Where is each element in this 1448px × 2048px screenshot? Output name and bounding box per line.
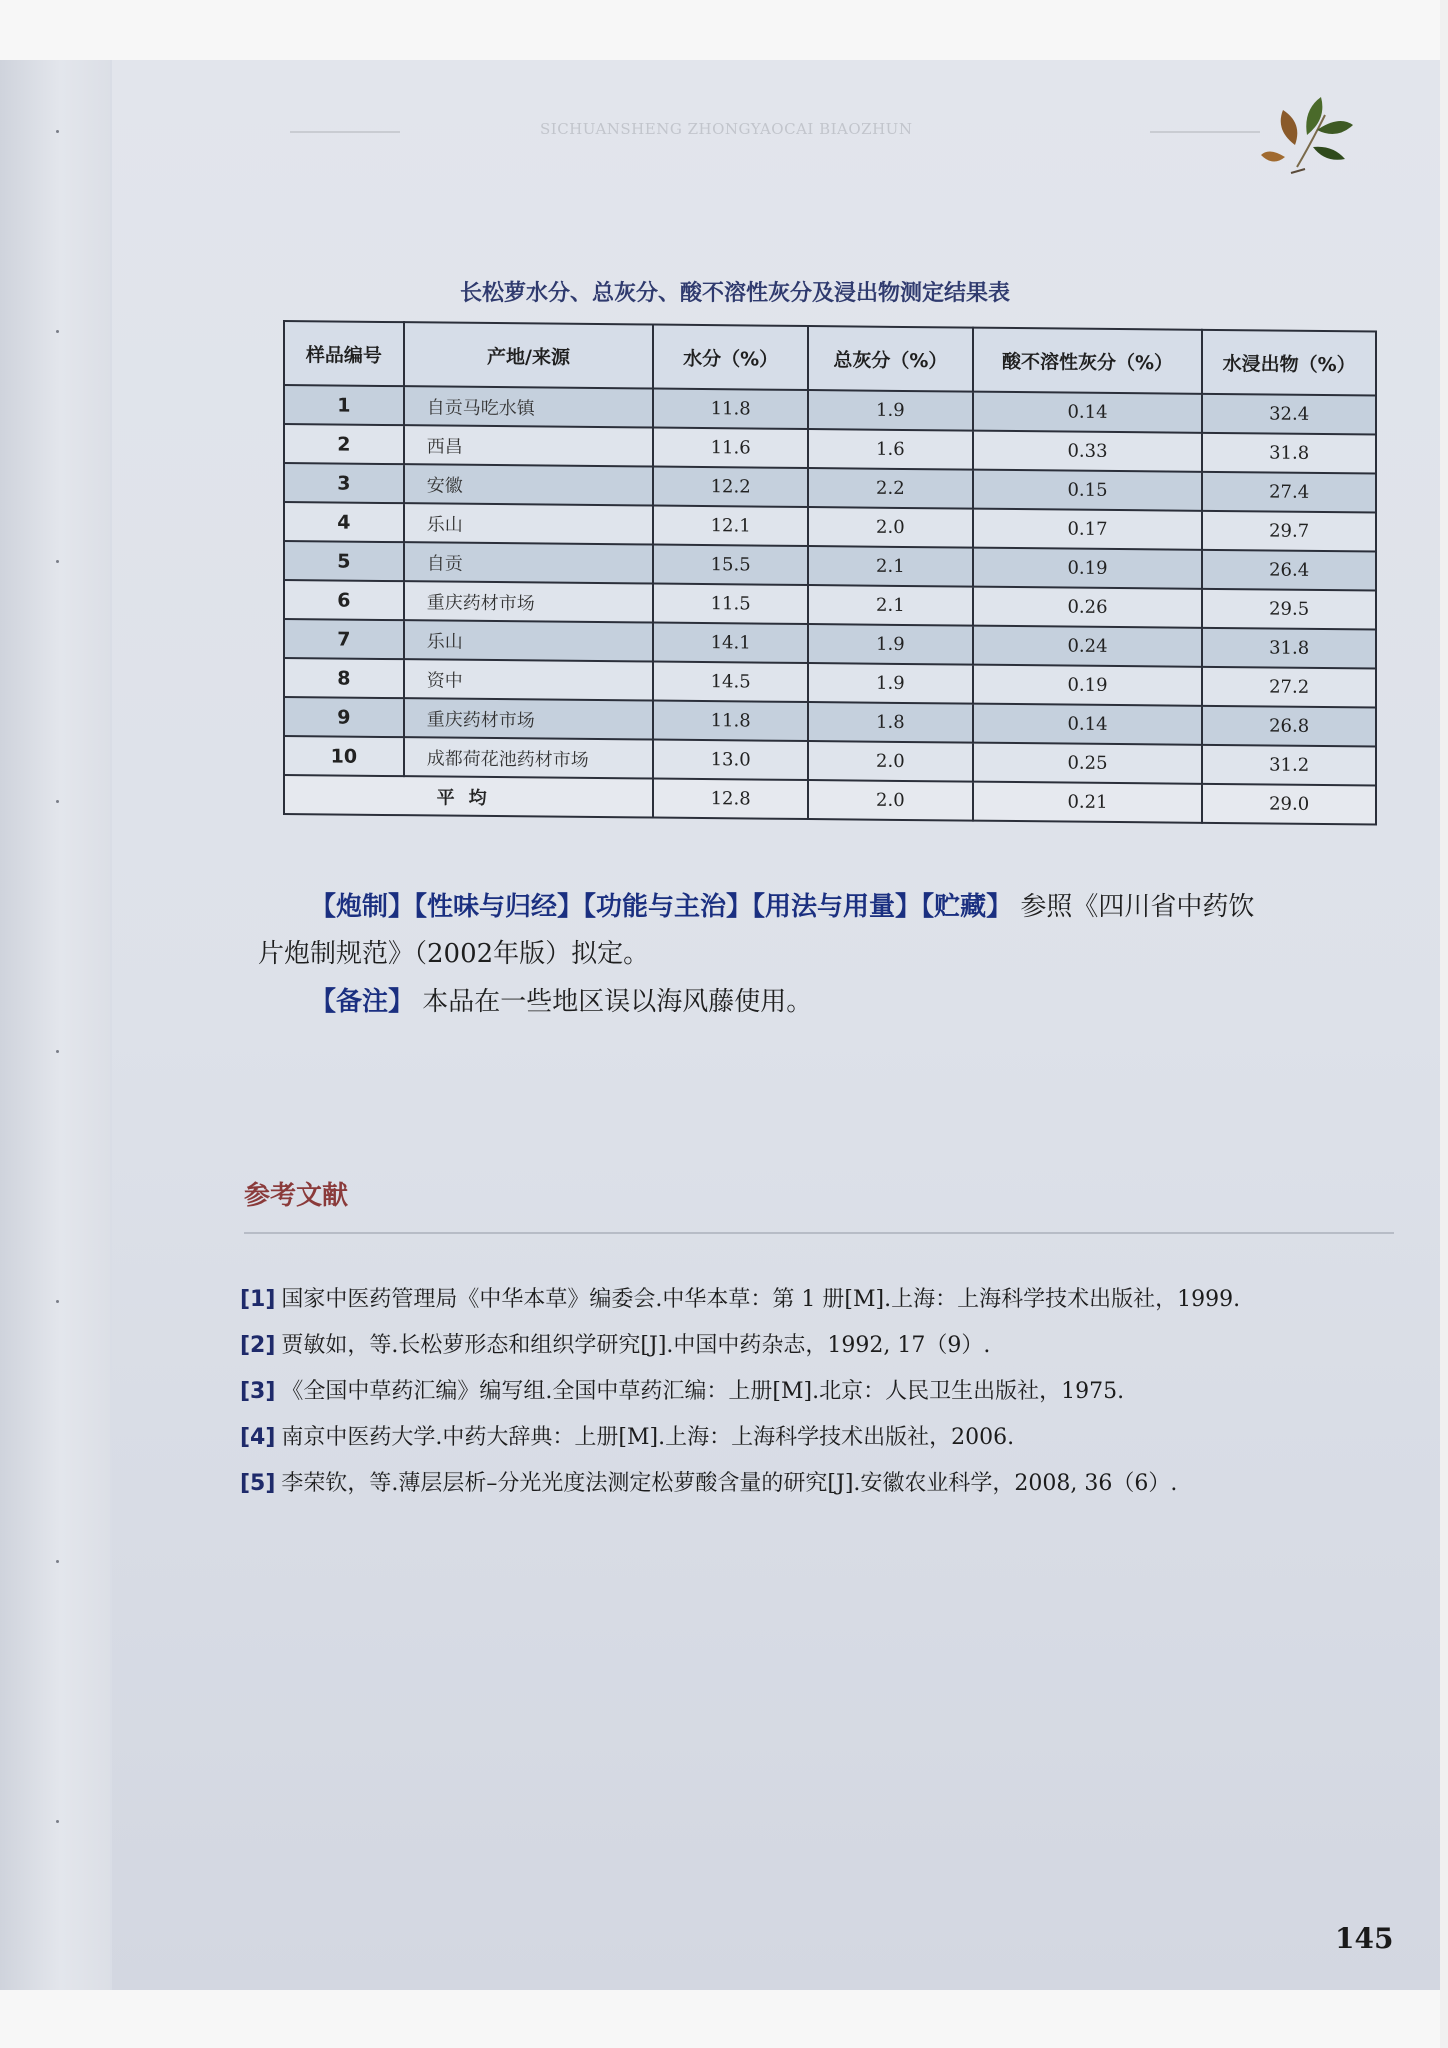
cell-no: 2 xyxy=(284,424,404,464)
cell-extract: 27.4 xyxy=(1202,472,1376,513)
cell-water: 11.8 xyxy=(653,701,808,741)
leaf-icon xyxy=(1255,85,1365,185)
references-heading: 参考文献 xyxy=(244,1181,349,1211)
cell-origin: 乐山 xyxy=(404,503,653,544)
cell-origin: 重庆药材市场 xyxy=(404,698,653,739)
cell-no: 9 xyxy=(284,697,404,737)
cell-acid-ash: 0.19 xyxy=(973,665,1203,706)
page-number: 145 xyxy=(1335,1922,1394,1955)
cell-water: 13.0 xyxy=(653,740,808,780)
col-origin: 产地/来源 xyxy=(404,322,653,388)
reference-text: 《全国中草药汇编》编写组.全国中草药汇编：上册[M].北京：人民卫生出版社，1975. xyxy=(281,1379,1125,1404)
cell-ash: 1.8 xyxy=(808,702,973,743)
cell-extract: 32.4 xyxy=(1202,394,1376,435)
col-water: 水分（%） xyxy=(653,325,808,390)
cell-origin: 自贡马吃水镇 xyxy=(404,386,653,427)
binding-stitch xyxy=(56,130,59,133)
cell-extract: 29.5 xyxy=(1202,589,1376,630)
book-spine xyxy=(0,60,110,1990)
cell-ash: 1.9 xyxy=(808,390,973,431)
cell-origin: 资中 xyxy=(404,659,653,700)
cell-acid-ash: 0.26 xyxy=(973,587,1203,628)
header-rule-left xyxy=(290,131,400,133)
table-header-row xyxy=(284,321,1376,395)
processing-paragraph-line1 xyxy=(310,885,1254,929)
processing-paragraph-line2 xyxy=(258,932,649,976)
cell-extract: 29.0 xyxy=(1202,784,1376,825)
reference-number: [4] xyxy=(240,1425,276,1450)
tag-nature-meridian: 【性味与归经】 xyxy=(414,892,584,922)
cell-water: 14.1 xyxy=(653,623,808,663)
binding-stitch xyxy=(56,1050,59,1053)
cell-origin: 安徽 xyxy=(404,464,653,505)
right-margin xyxy=(1440,0,1448,2048)
col-water-extract: 水浸出物（%） xyxy=(1202,330,1376,396)
binding-stitch xyxy=(56,1560,59,1563)
cell-acid-ash: 0.24 xyxy=(973,626,1203,667)
reference-text: 国家中医药管理局《中华本草》编委会.中华本草：第 1 册[M].上海：上海科学技术出版社，1999. xyxy=(281,1287,1241,1312)
table-title: 长松萝水分、总灰分、酸不溶性灰分及浸出物测定结果表 xyxy=(460,280,1011,306)
cell-no: 8 xyxy=(284,658,404,698)
binding-stitch xyxy=(56,1820,59,1823)
cell-no: 6 xyxy=(284,580,404,620)
bottom-margin xyxy=(0,1990,1448,2048)
reference-item xyxy=(240,1374,1124,1405)
cell-water: 12.1 xyxy=(653,506,808,546)
binding-stitch xyxy=(56,330,59,333)
remark-text: 本品在一些地区误以海风藤使用。 xyxy=(422,987,813,1017)
references-rule xyxy=(244,1232,1394,1234)
col-acid-insoluble-ash: 酸不溶性灰分（%） xyxy=(973,328,1203,394)
cell-no: 4 xyxy=(284,502,404,542)
cell-acid-ash: 0.14 xyxy=(973,392,1203,433)
reference-number: [1] xyxy=(240,1287,276,1312)
cell-extract: 27.2 xyxy=(1202,667,1376,708)
cell-origin: 乐山 xyxy=(404,620,653,661)
cell-acid-ash: 0.17 xyxy=(973,509,1203,550)
cell-water: 14.5 xyxy=(653,662,808,702)
cell-acid-ash: 0.21 xyxy=(973,782,1203,823)
cell-average-label: 平均 xyxy=(284,775,653,818)
cell-no: 7 xyxy=(284,619,404,659)
reference-number: [5] xyxy=(240,1471,276,1496)
cell-ash: 2.1 xyxy=(808,585,973,626)
reference-text: 李荣钦，等.薄层层析–分光光度法测定松萝酸含量的研究[J].安徽农业科学，2008, 36（6）. xyxy=(281,1471,1178,1496)
binding-stitch xyxy=(56,1300,59,1303)
reference-number: [2] xyxy=(240,1333,276,1358)
cell-no: 10 xyxy=(284,736,404,776)
reference-item xyxy=(240,1282,1240,1313)
cell-acid-ash: 0.19 xyxy=(973,548,1203,589)
cell-water: 11.5 xyxy=(653,584,808,624)
cell-water: 12.2 xyxy=(653,467,808,507)
cell-ash: 2.2 xyxy=(808,468,973,509)
cell-no: 3 xyxy=(284,463,404,503)
cell-origin: 西昌 xyxy=(404,425,653,466)
cell-ash: 2.1 xyxy=(808,546,973,587)
cell-water: 15.5 xyxy=(653,545,808,585)
cell-water: 12.8 xyxy=(653,779,808,819)
tag-storage: 【贮藏】 xyxy=(921,892,1013,922)
reference-item xyxy=(240,1420,1014,1451)
results-table xyxy=(283,320,1377,826)
cell-ash: 2.0 xyxy=(808,741,973,782)
cell-extract: 26.8 xyxy=(1202,706,1376,747)
cell-extract: 26.4 xyxy=(1202,550,1376,591)
cell-acid-ash: 0.33 xyxy=(973,431,1203,472)
cell-origin: 重庆药材市场 xyxy=(404,581,653,622)
reference-number: [3] xyxy=(240,1379,276,1404)
cell-extract: 29.7 xyxy=(1202,511,1376,552)
cell-extract: 31.8 xyxy=(1202,433,1376,474)
tag-function-indication: 【功能与主治】 xyxy=(583,892,753,922)
cell-extract: 31.8 xyxy=(1202,628,1376,669)
cell-ash: 1.9 xyxy=(808,663,973,704)
binding-stitch xyxy=(56,800,59,803)
tag-usage-dosage: 【用法与用量】 xyxy=(752,892,922,922)
reference-text: 贾敏如，等.长松萝形态和组织学研究[J].中国中药杂志，1992, 17（9）. xyxy=(281,1333,991,1358)
running-header: SICHUANSHENG ZHONGYAOCAI BIAOZHUN xyxy=(540,120,913,138)
cell-ash: 1.6 xyxy=(808,429,973,470)
binding-stitch xyxy=(56,560,59,563)
cell-origin: 自贡 xyxy=(404,542,653,583)
reference-text: 南京中医药大学.中药大辞典：上册[M].上海：上海科学技术出版社，2006. xyxy=(281,1425,1015,1450)
cell-ash: 2.0 xyxy=(808,780,973,821)
processing-text-b: 片炮制规范》（2002年版）拟定。 xyxy=(258,939,650,969)
tag-processing: 【炮制】 xyxy=(310,892,415,922)
processing-text-a: 参照《四川省中药饮 xyxy=(1020,892,1255,922)
cell-acid-ash: 0.15 xyxy=(973,470,1203,511)
cell-acid-ash: 0.14 xyxy=(973,704,1203,745)
cell-acid-ash: 0.25 xyxy=(973,743,1203,784)
col-total-ash: 总灰分（%） xyxy=(808,326,973,392)
reference-item xyxy=(240,1466,1177,1497)
tag-remark: 【备注】 xyxy=(310,987,415,1017)
cell-water: 11.6 xyxy=(653,428,808,468)
header-rule-right xyxy=(1150,131,1260,133)
cell-ash: 1.9 xyxy=(808,624,973,665)
top-margin xyxy=(0,0,1448,60)
reference-item xyxy=(240,1328,990,1359)
remark-paragraph xyxy=(310,980,812,1024)
cell-water: 11.8 xyxy=(653,389,808,429)
cell-no: 5 xyxy=(284,541,404,581)
cell-ash: 2.0 xyxy=(808,507,973,548)
cell-origin: 成都荷花池药材市场 xyxy=(404,737,653,778)
cell-extract: 31.2 xyxy=(1202,745,1376,786)
col-sample-no: 样品编号 xyxy=(284,321,404,386)
cell-no: 1 xyxy=(284,385,404,425)
